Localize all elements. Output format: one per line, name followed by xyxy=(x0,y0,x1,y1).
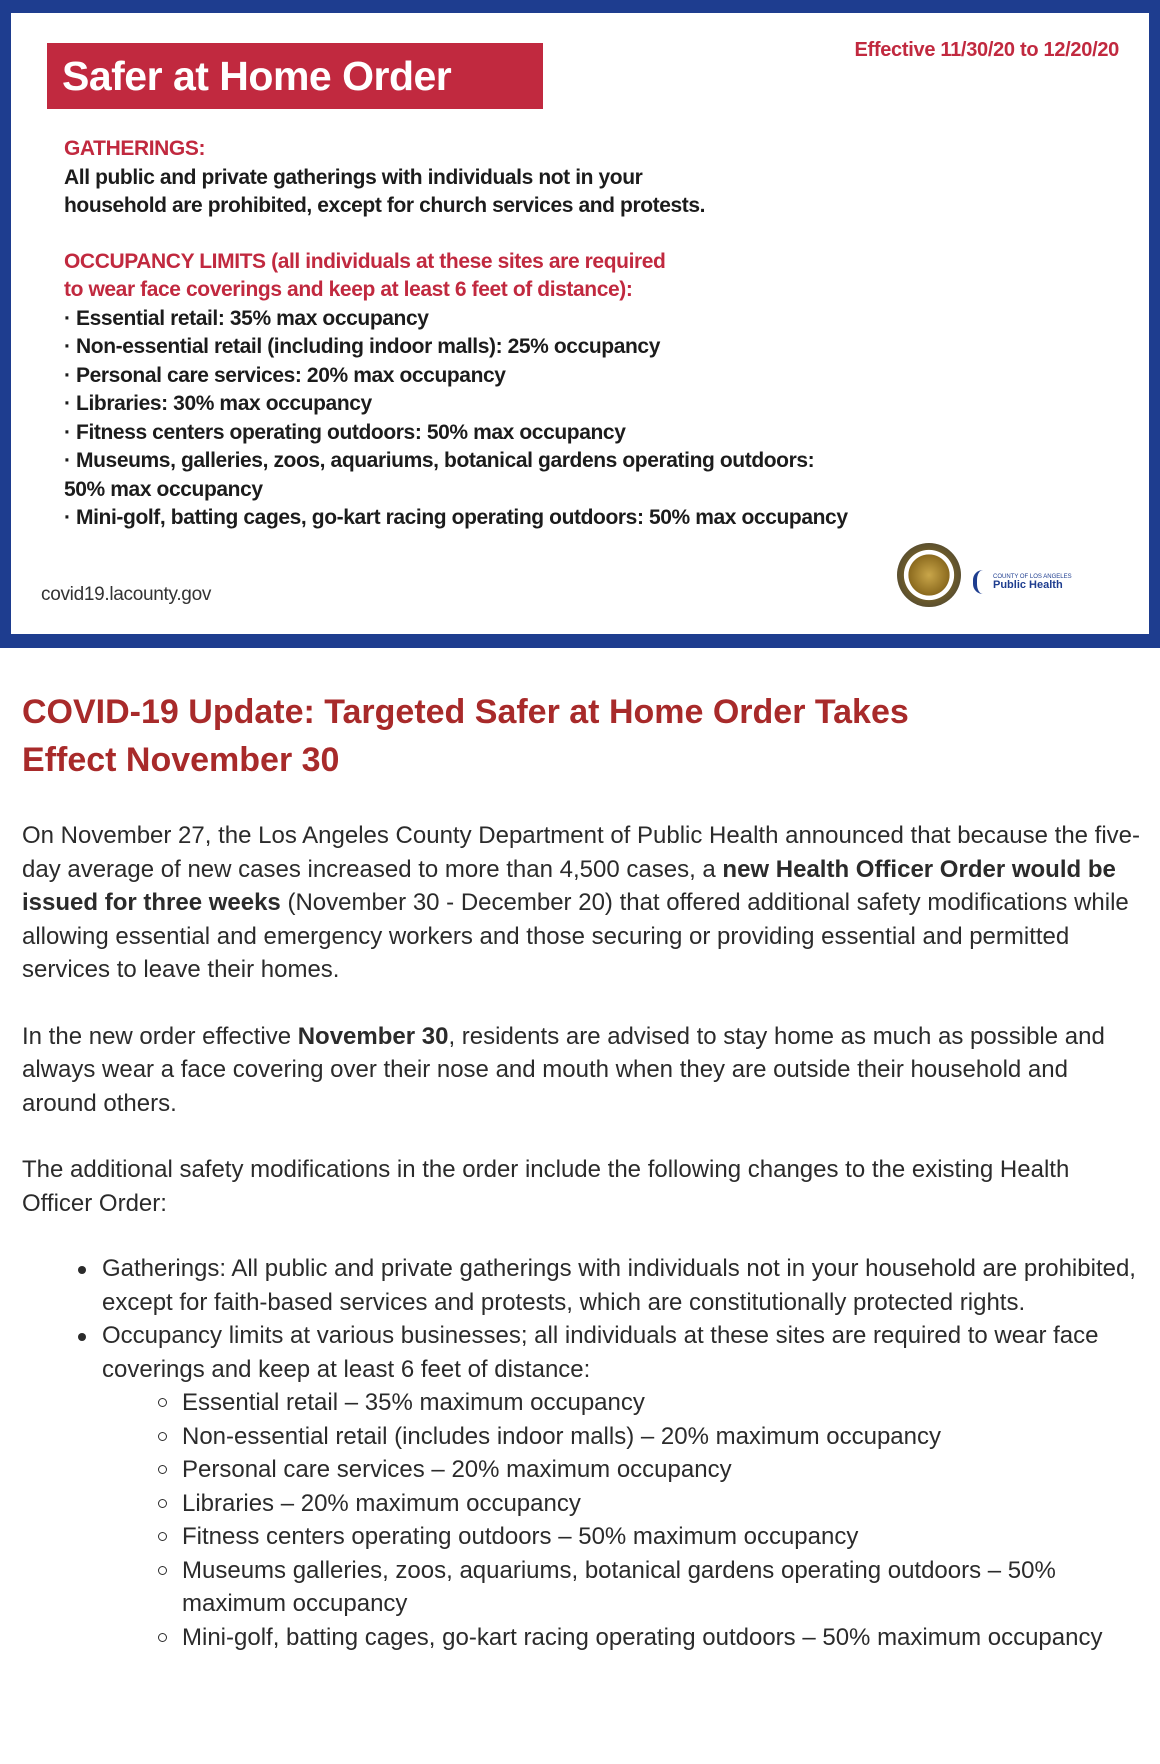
sublist-item: Museums galleries, zoos, aquariums, botanical gardens operating outdoors – 50% maximum occupancy xyxy=(182,1554,1142,1621)
sublist-item: Libraries – 20% maximum occupancy xyxy=(182,1487,1142,1521)
list-item-text: Occupancy limits at various businesses; all individuals at these sites are required to wear face coverings and keep at least 6 feet of distance: xyxy=(102,1322,1099,1383)
text-span: (November 30 - December 20) that offered additional safety modifications while allowing essential and emergency workers and those securing or providing essential and permitted services to leave their homes. xyxy=(22,889,1129,983)
logo-small-text: COUNTY OF LOS ANGELES xyxy=(993,573,1072,580)
sublist-item: Non-essential retail (includes indoor malls) – 20% maximum occupancy xyxy=(182,1420,1142,1454)
gatherings-heading: GATHERINGS: xyxy=(64,137,206,160)
limit-item: · Essential retail: 35% max occupancy xyxy=(64,306,429,330)
limit-item: · Mini-golf, batting cages, go-kart racing operating outdoors: 50% max occupancy xyxy=(64,506,848,529)
banner-url: covid19.lacounty.gov xyxy=(41,584,212,605)
safer-at-home-banner xyxy=(0,0,1160,648)
sublist-item: Essential retail – 35% maximum occupancy xyxy=(182,1386,1142,1420)
sublist-item: Personal care services – 20% maximum occupancy xyxy=(182,1453,1142,1487)
public-health-mark-icon xyxy=(973,570,989,594)
occupancy-heading: to wear face coverings and keep at least 6 feet of distance): xyxy=(64,278,633,301)
changes-list xyxy=(22,1252,1142,1654)
limit-item: · Fitness centers operating outdoors: 50% max occupancy xyxy=(64,420,626,444)
headline-line: COVID-19 Update: Targeted Safer at Home Order Takes xyxy=(22,693,909,731)
limit-item: 50% max occupancy xyxy=(64,477,263,501)
sublist-item: Fitness centers operating outdoors – 50% maximum occupancy xyxy=(182,1520,1142,1554)
public-health-logo xyxy=(973,569,1072,595)
article-headline xyxy=(22,688,1142,784)
list-item xyxy=(102,1252,1142,1319)
bold-span: new Health Officer Order would be issued for three weeks xyxy=(22,855,1116,916)
banner-card xyxy=(11,13,1149,634)
gatherings-line: household are prohibited, except for church services and protests. xyxy=(64,194,706,217)
limit-item: · Non-essential retail (including indoor malls): 25% occupancy xyxy=(64,335,660,358)
paragraph-intro xyxy=(22,819,1142,987)
text-span: In the new order effective xyxy=(22,1022,298,1050)
sublist-item: Mini-golf, batting cages, go-kart racing operating outdoors – 50% maximum occupancy xyxy=(182,1621,1142,1655)
limit-item: · Personal care services: 20% max occupancy xyxy=(64,363,506,387)
occupancy-sublist xyxy=(102,1386,1142,1654)
limit-item: · Libraries: 30% max occupancy xyxy=(64,392,372,415)
text-span: , residents are advised to stay home as much as possible and always wear a face covering over their nose and mouth when they are outside their household and around others. xyxy=(22,1022,1105,1117)
occupancy-heading: OCCUPANCY LIMITS (all individuals at these sites are required xyxy=(64,249,666,273)
banner-body xyxy=(64,135,1024,533)
logo-text: Public Health xyxy=(993,578,1063,591)
effective-dates: Effective 11/30/20 to 12/20/20 xyxy=(854,39,1119,61)
limit-item: · Museums, galleries, zoos, aquariums, botanical gardens operating outdoors: xyxy=(64,449,815,472)
order-title: Safer at Home Order xyxy=(47,43,543,109)
text-span: On November 27, the Los Angeles County Department of Public Health announced that because the five-day average of new cases increased to more than 4,500 cases, a xyxy=(22,822,1141,883)
article xyxy=(22,688,1142,1654)
list-item-text: Gatherings: All public and private gatherings with individuals not in your household are prohibited, except for faith-based services and protests, which are constitutionally protected rights. xyxy=(102,1255,1136,1316)
bold-span: November 30 xyxy=(297,1022,449,1050)
gatherings-line: All public and private gatherings with individuals not in your xyxy=(64,165,643,189)
headline-line: Effect November 30 xyxy=(22,741,340,779)
paragraph-order xyxy=(22,1020,1142,1121)
paragraph-modifications: The additional safety modifications in the order include the following changes to the existing Health Officer Order: xyxy=(22,1156,1070,1217)
county-seal-icon xyxy=(897,543,961,607)
list-item xyxy=(102,1319,1142,1654)
